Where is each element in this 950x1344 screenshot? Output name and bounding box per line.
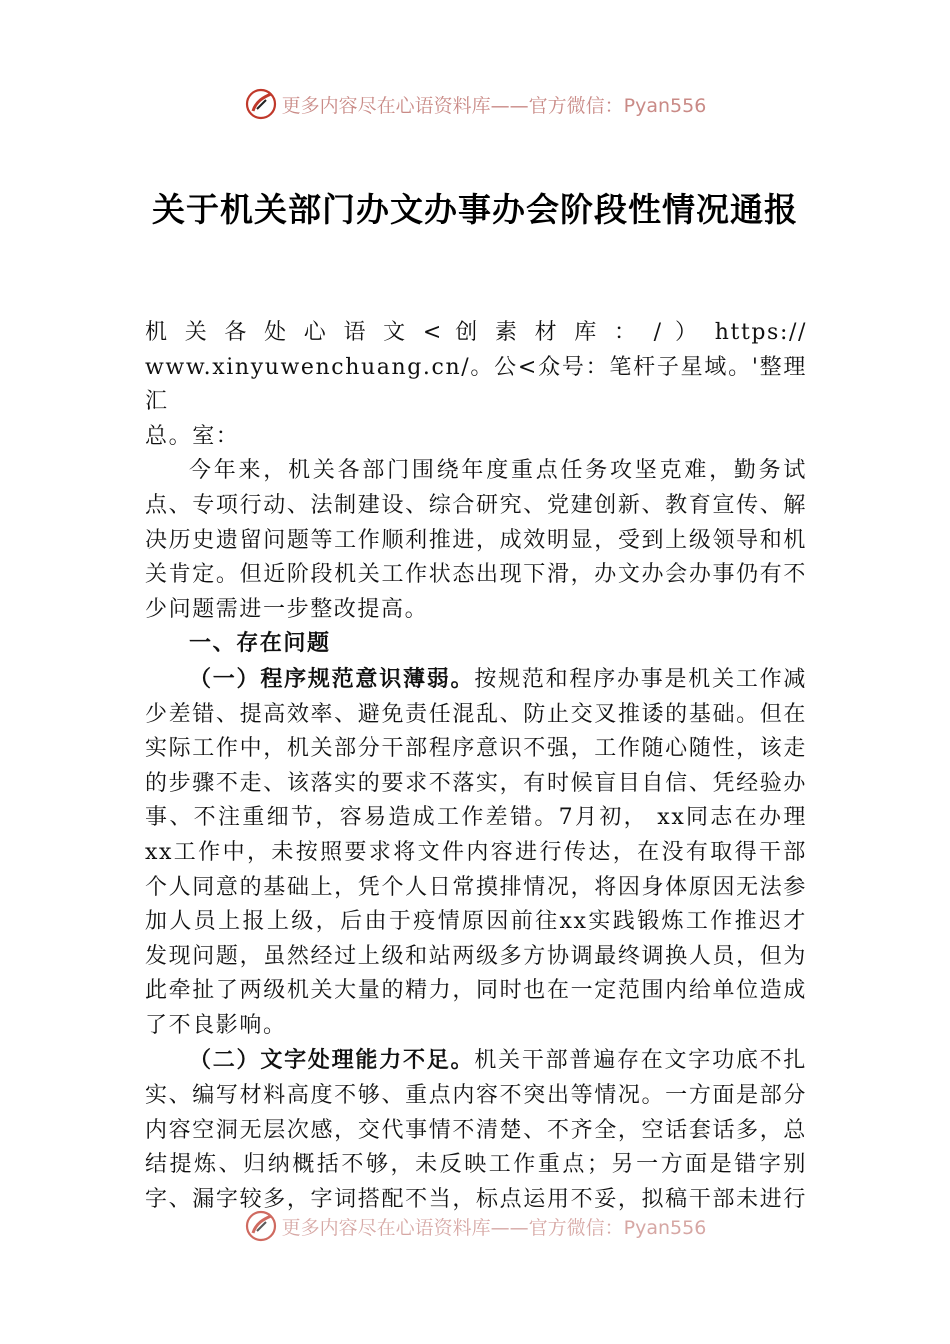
section-1-title: （一）程序规范意识薄弱。	[189, 665, 475, 692]
watermark-text: 更多内容尽在心语资料库——官方微信：Pyan556	[281, 94, 707, 117]
paragraph-intro: 今年来，机关各部门围绕年度重点任务攻坚克难，勤务试点、专项行动、法制建设、综合研究、党建创新、教育宣传、解决历史遗留问题等工作顺利推进，成效明显，受到上级领导和机关肯定。但近阶段机关工作状态出现下滑，办文办会办事仍有不少问题需进一步整改提高。	[145, 458, 807, 622]
paragraph-section-2	[145, 1043, 807, 1218]
watermark-text: 更多内容尽在心语资料库——官方微信：Pyan556	[281, 1216, 707, 1239]
document-body	[145, 316, 807, 1218]
heading-existing-problems: 一、存在问题	[189, 631, 331, 657]
intro-line-1: 机 关 各 处 心 语 文 < 创 素 材 库 ： / ） https://	[145, 320, 807, 345]
intro-line-2: www.xinyuwenchuang.cn/。公<众号：笔杆子星域。'整理汇	[145, 354, 807, 415]
section-2-body: 机关干部普遍存在文字功底不扎实、编写材料高度不够、重点内容不突出等情况。一方面是部分内容空洞无层次感，交代事情不清楚、不齐全，空话套话多，总结提炼、归纳概括不够，未反映工作重点；另一方面是错字别字、漏字较多，字词搭配不当，标点运用不妥，拟稿干部未进行	[145, 1048, 807, 1212]
watermark-banner-bottom	[0, 1206, 950, 1246]
intro-line-3: 总。室：	[145, 423, 240, 449]
section-2-title: （二）文字处理能力不足。	[189, 1047, 475, 1074]
logo-icon	[244, 1209, 278, 1243]
section-1-body: 按规范和程序办事是机关工作减少差错、提高效率、避免责任混乱、防止交叉推诿的基础。但在实际工作中，机关部分干部程序意识不强，工作随心随性，该走的步骤不走、该落实的要求不落实，有时候盲目自信、凭经验办事、不注重细节，容易造成工作差错。7月初， xx同志在办理xx工作中，未按照要求将文件内容进行传达，在没有取得干部个人同意的基础上，凭个人日常摸排情况，将因身体原因无法参加人员上报上级，后由于疫情原因前往xx实践锻炼工作推迟才发现问题，虽然经过上级和站两级多方协调最终调换人员，但为此牵扯了两级机关大量的精力，同时也在一定范围内给单位造成了不良影响。	[145, 666, 807, 1038]
document-title: 关于机关部门办文办事办会阶段性情况通报	[152, 190, 798, 229]
paragraph-section-1	[145, 662, 807, 1044]
